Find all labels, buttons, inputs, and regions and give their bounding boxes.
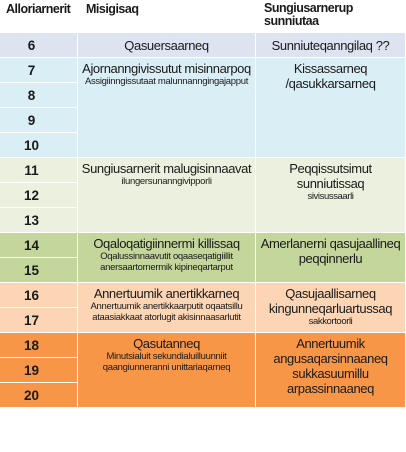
effect-cell [256,158,406,233]
description-detail: Minutsialuit sekundialuilluunniit qaangiunneranni unittariaqarneq [102,351,231,373]
level-number: 7 [27,62,36,78]
description-title: Qasutanneq [133,336,200,351]
effect-cell [256,233,406,283]
level-cell [0,33,78,58]
level-number: 16 [23,287,40,303]
level-cell [0,308,78,333]
level-number: 17 [23,312,40,328]
description-detail: Oqalussinnaavutit oqaaseqatigiillit anersaartornermik kipineqartarput [100,251,233,273]
level-number: 15 [23,262,40,278]
level-cell [0,58,78,83]
description-title: Sungiusarnerit malugisinnaavat [81,161,252,176]
level-cell [0,358,78,383]
level-number: 18 [23,337,40,353]
level-number: 9 [27,112,36,128]
description-title: Annertuumik anertikkarneq [93,286,240,301]
description-cell [78,58,256,158]
description-title: Ajornanngivissutut misinnarpoq [82,61,251,76]
description-title: Qasuersaarneq [124,37,209,53]
effect-cell [256,58,406,158]
header-effect: Sungiusarnerup sunniutaa [256,0,406,33]
description-detail: Annertuumik anertikkaarputit oqaatsillu ataasiakkaat atorlugit akisinnaasarlutit [90,301,243,323]
level-number: 20 [23,387,40,403]
level-cell [0,333,78,358]
effect-detail: sivisussaarli [307,191,354,202]
level-number: 12 [23,187,40,203]
effect-cell [256,33,406,58]
level-number: 14 [23,237,40,253]
description-cell [78,283,256,333]
description-detail: Assigiinngissutaat malunnanngingajapput [84,76,249,87]
level-cell [0,83,78,108]
effect-title: Amerlanerni qasujaallineq peqqinnerlu [260,236,401,266]
level-number: 11 [24,162,39,178]
level-cell [0,233,78,258]
level-number: 10 [23,137,40,153]
level-cell [0,208,78,233]
description-title: Oqaloqatigiinnermi killissaq [93,236,240,251]
level-cell [0,158,78,183]
level-cell [0,133,78,158]
description-cell [78,233,256,283]
effect-title: Sunniuteqanngilaq ?? [271,37,390,53]
effect-detail: sakkortoorli [308,316,353,327]
level-cell [0,258,78,283]
level-number: 13 [23,212,40,228]
header-description: Misigisaq [78,0,256,33]
effect-cell [256,333,406,408]
level-number: 6 [27,37,36,53]
level-cell [0,108,78,133]
level-cell [0,183,78,208]
level-number: 8 [27,87,36,103]
level-cell [0,283,78,308]
effect-title: Qasujaallisarneq kingunneqarluartussaq [268,286,393,316]
effect-title: Kissassarneq /qasukkarsarneq [285,61,376,91]
effect-cell [256,283,406,333]
level-cell [0,383,78,408]
description-cell [78,33,256,58]
level-number: 19 [23,362,40,378]
description-cell [78,333,256,408]
description-cell [78,158,256,233]
description-detail: ilungersunanngivipporli [121,176,212,187]
effect-title: Peqqissutsimut sunniutissaq [289,161,372,191]
effect-title: Annertuumik angusaqarsinnaaneq sukkasuumillu arpassinnaaneq [273,336,388,396]
header-level: Alloriarnerit [0,0,78,33]
